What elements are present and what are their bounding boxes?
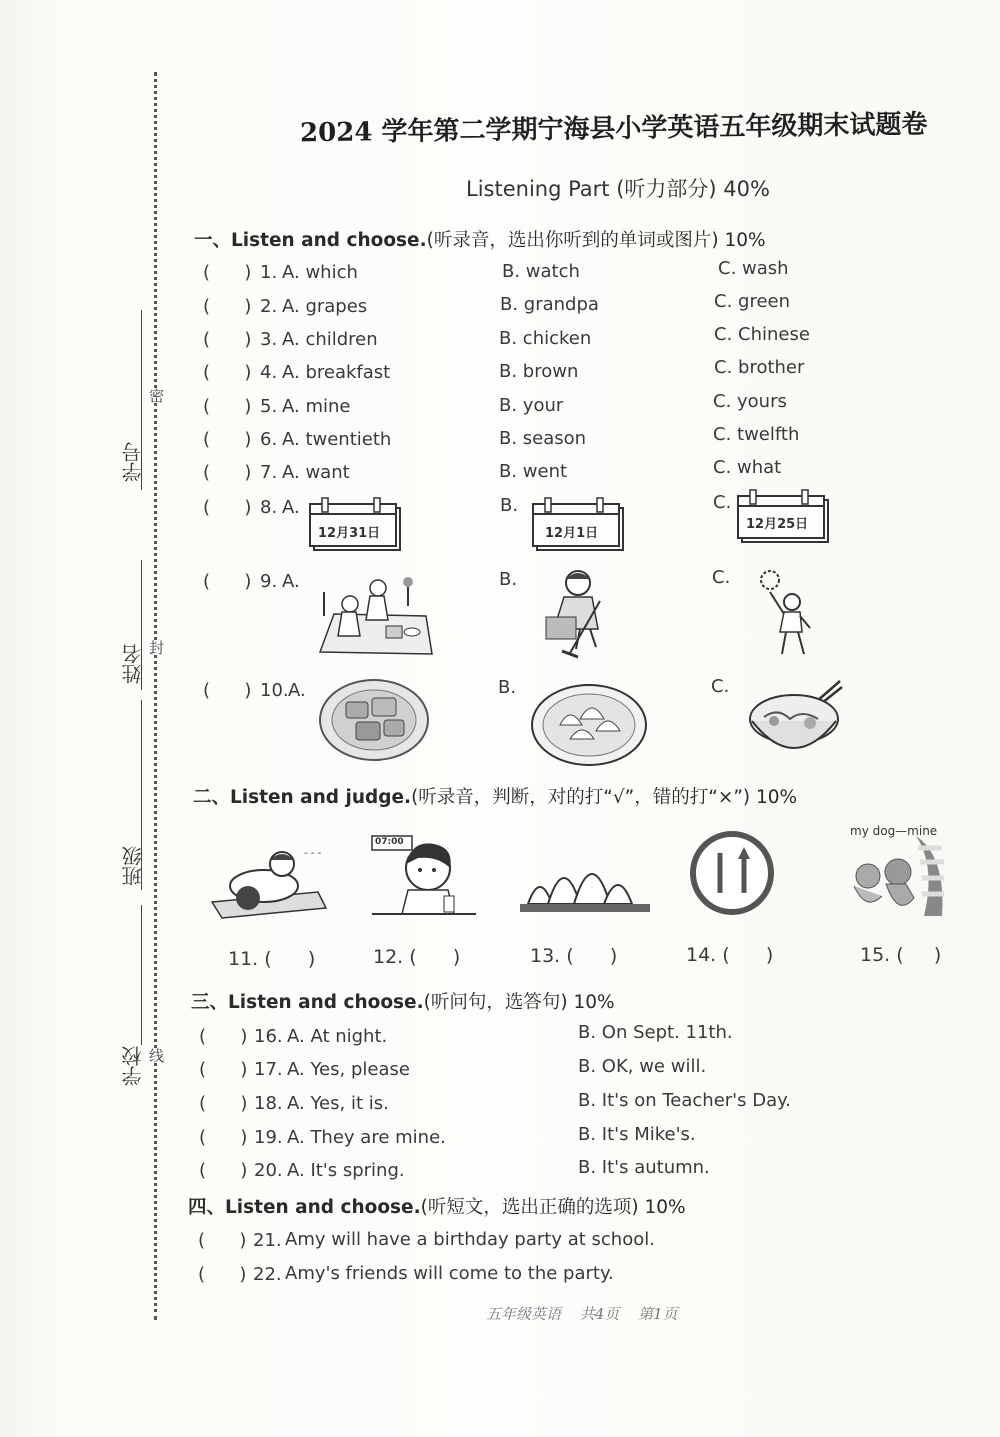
boy-breakfast-picture: [368, 834, 480, 928]
calendar-date: 12月31日: [318, 526, 381, 541]
question-number: 20.: [254, 1160, 283, 1181]
option-a: A. Yes, please: [287, 1059, 410, 1080]
answer-blank[interactable]: ( ): [203, 571, 252, 592]
section-3-heading-en: 三、Listen and choose.: [191, 992, 424, 1013]
option-c: C. yours: [713, 391, 787, 412]
answer-blank[interactable]: ( ): [203, 296, 252, 317]
section-2-heading-cn: (听录音，判断，对的打“√”，错的打“×”) 10%: [411, 787, 798, 808]
exercise-picture: [750, 566, 820, 662]
question-number: 5.: [260, 396, 278, 417]
question-number: 2.: [260, 296, 278, 317]
picnic-picture: [316, 576, 438, 662]
calendar-icon: [736, 488, 832, 546]
option-a: A. twentieth: [282, 429, 392, 450]
seal-mi: 密: [147, 388, 165, 403]
question-number: 21.: [253, 1230, 282, 1251]
option-a: A. grapes: [282, 296, 368, 317]
sleeping-boy-picture: [208, 840, 330, 926]
option-a: A. Yes, it is.: [287, 1093, 389, 1114]
section-3-heading-cn: (听问句，选答句) 10%: [423, 992, 615, 1013]
section-4-heading-cn: (听短文，选出正确的选项) 10%: [420, 1197, 686, 1218]
option-a: A. They are mine.: [287, 1127, 446, 1148]
blank-line: [141, 905, 142, 1045]
option-a: A. children: [282, 329, 378, 350]
judge-label: 12. (: [373, 946, 417, 968]
option-a: A. want: [282, 462, 350, 483]
option-b: B. season: [499, 428, 587, 449]
option-c: C. green: [714, 291, 790, 312]
question-number: 3.: [260, 329, 278, 350]
judge-item-12[interactable]: 12. ( ): [373, 946, 461, 968]
label-school: 学校: [121, 1046, 145, 1086]
option-c: C. brother: [714, 357, 805, 378]
answer-blank[interactable]: ( ): [203, 429, 252, 450]
svg-text:- - -: - - -: [304, 848, 322, 859]
question-number: 6.: [260, 429, 278, 450]
option-c: C. wash: [718, 258, 789, 279]
calendar-date: 12月25日: [746, 517, 809, 532]
option-a: A. At night.: [287, 1026, 388, 1047]
answer-blank[interactable]: ( ): [203, 262, 252, 283]
answer-blank[interactable]: ( ): [203, 462, 252, 483]
answer-blank[interactable]: ( ): [199, 1026, 248, 1047]
option-b: B.: [498, 677, 517, 698]
option-b: B. watch: [502, 261, 580, 282]
question-number: 7.: [260, 462, 278, 483]
answer-blank[interactable]: ( ): [203, 329, 252, 350]
dumplings-plate-picture: [530, 679, 648, 771]
question-number: 19.: [254, 1127, 283, 1148]
judge-item-15[interactable]: 15. ( ): [860, 944, 942, 966]
option-b: B. OK, we will.: [578, 1056, 707, 1077]
option-a: A. It's spring.: [287, 1160, 405, 1181]
option-c: C. what: [713, 457, 782, 478]
calendar-date: 12月1日: [545, 526, 599, 541]
option-a: A.: [282, 571, 300, 592]
question-number: 4.: [260, 362, 278, 383]
calendar-icon: [308, 496, 404, 554]
noodles-bowl-picture: [748, 679, 844, 769]
answer-blank[interactable]: ( ): [203, 497, 252, 518]
option-c: C. Chinese: [714, 324, 810, 345]
answer-blank[interactable]: ( ): [199, 1127, 248, 1148]
answer-blank[interactable]: ( ): [203, 396, 252, 417]
judge-item-14[interactable]: 14. ( ): [686, 944, 774, 966]
page-subtitle: Listening Part (听力部分) 40%: [466, 177, 770, 201]
section-4-heading: [188, 1193, 686, 1219]
option-b: B. It's Mike's.: [578, 1124, 696, 1145]
option-c: C.: [712, 567, 731, 588]
section-2-heading-en: 二、Listen and judge.: [193, 787, 412, 808]
option-b: B. It's on Teacher's Day.: [578, 1090, 791, 1111]
label-name: 姓名: [121, 644, 145, 684]
option-b: B. grandpa: [500, 294, 599, 315]
option-a: A. which: [282, 262, 358, 283]
statement-text: Amy's friends will come to the party.: [285, 1263, 614, 1284]
answer-blank[interactable]: ( ): [203, 362, 252, 383]
judge-item-11[interactable]: 11. ( ): [228, 948, 316, 970]
answer-blank[interactable]: ( ): [199, 1093, 248, 1114]
mooncake-plate-picture: [318, 676, 430, 766]
option-a: A. mine: [282, 396, 351, 417]
label-class: 班级: [121, 846, 145, 886]
option-b: B. It's autumn.: [578, 1157, 710, 1178]
question-number: 17.: [254, 1059, 283, 1080]
option-b: B.: [499, 569, 518, 590]
answer-blank[interactable]: ( ): [203, 680, 252, 701]
option-b: B. chicken: [499, 328, 592, 349]
option-b: B. your: [499, 395, 564, 416]
cleaning-picture: [540, 567, 626, 663]
dogs-picture: [846, 826, 946, 926]
section-1-heading-cn: (听录音，选出你听到的单词或图片) 10%: [426, 230, 766, 251]
question-number: 16.: [254, 1026, 283, 1047]
dog-caption: my dog—mine: [850, 824, 938, 838]
seal-xian: 线: [147, 1048, 165, 1063]
option-c: C.: [713, 492, 732, 513]
section-1-heading: [194, 226, 766, 252]
no-entry-sign-icon: [688, 829, 776, 921]
judge-label: 14. (: [686, 944, 730, 966]
section-4-heading-en: 四、Listen and choose.: [188, 1197, 421, 1218]
section-2-heading: [193, 783, 797, 809]
option-a: A.: [282, 497, 300, 518]
question-number: 22.: [253, 1264, 282, 1285]
seal-feng: 封: [147, 640, 165, 655]
option-a: A.: [288, 680, 306, 701]
judge-label: 13. (: [530, 945, 574, 967]
page-footer: 五年级英语 共4页 第1页: [486, 1305, 678, 1323]
question-number: 18.: [254, 1093, 283, 1114]
option-c: C. twelfth: [713, 424, 800, 445]
opera-house-picture: [518, 842, 652, 918]
calendar-icon: [531, 496, 627, 554]
question-number: 9.: [260, 571, 278, 592]
binding-dotted-line: [154, 72, 157, 1320]
option-a: A. breakfast: [282, 362, 391, 383]
statement-text: Amy will have a birthday party at school.: [285, 1229, 655, 1250]
option-b: B. went: [499, 461, 568, 482]
section-1-heading-en: 一、Listen and choose.: [194, 230, 427, 251]
option-c: C.: [711, 676, 730, 697]
answer-blank[interactable]: ( ): [199, 1160, 248, 1181]
question-number: 10.: [260, 680, 289, 701]
label-student-id: 学号: [121, 442, 145, 482]
option-b: B. On Sept. 11th.: [578, 1022, 733, 1043]
clock-time: 07:00: [375, 837, 404, 847]
option-b: B. brown: [499, 361, 579, 382]
question-number: 1.: [260, 262, 278, 283]
answer-blank[interactable]: ( ): [199, 1059, 248, 1080]
judge-label: 15. (: [860, 944, 904, 966]
answer-blank[interactable]: ( ): [198, 1230, 247, 1251]
judge-item-13[interactable]: 13. ( ): [530, 945, 618, 967]
answer-blank[interactable]: ( ): [198, 1264, 247, 1285]
option-b: B.: [500, 495, 519, 516]
judge-label: 11. (: [228, 948, 272, 970]
section-3-heading: [191, 988, 615, 1014]
question-number: 8.: [260, 497, 278, 518]
page-title: 2024 学年第二学期宁海县小学英语五年级期末试题卷: [299, 109, 928, 149]
